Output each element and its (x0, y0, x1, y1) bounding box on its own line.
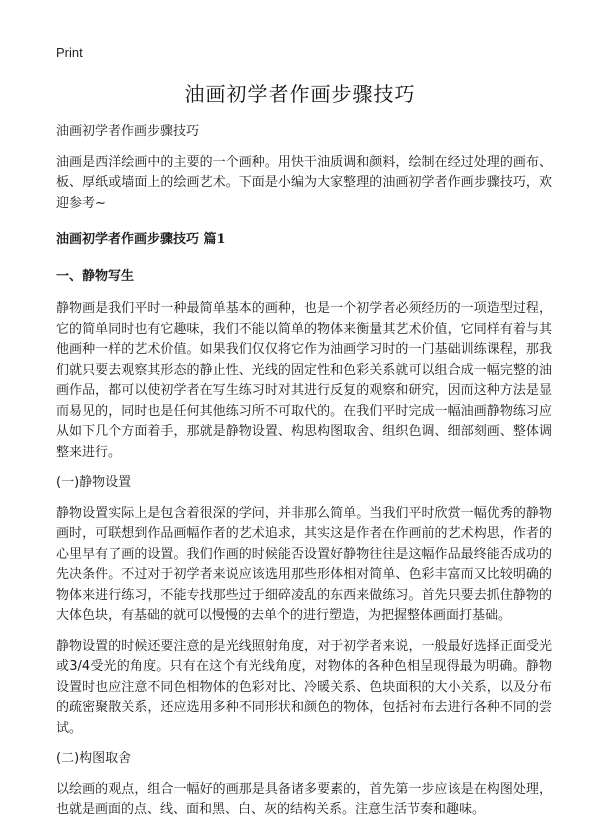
article-body (56, 122, 552, 831)
subsection-paragraph: 静物设置实际上是包含着很深的学问，并非那么简单。当我们平时欣赏一幅优秀的静物画时，可联想到作品画幅作者的艺术追求，其实这是作者在作画前的艺术构思，作者的心里早有了画的设置。我们作画的时候能否设置好静物往往是这幅作品最终能否成功的先决条件。不过对于初学者来说应该选用那些形体相对简单、色彩丰富而又比较明确的物体来进行练习，不能专找那些过于细碎凌乱的东西来做练习。首先只要去抓住静物的大体色块，有基础的就可以慢慢的去单个的进行塑造，为把握整体画面打基础。 (56, 505, 552, 623)
page-title: 油画初学者作画步骤技巧 (184, 82, 416, 106)
subtitle: 油画初学者作画步骤技巧 (56, 124, 200, 139)
article-heading: 油画初学者作画步骤技巧 篇1 (56, 232, 226, 247)
intro-paragraph: 油画是西洋绘画中的主要的一个画种。用快干油质调和颜料，绘制在经过处理的画布、板、厚纸或墙面上的绘画艺术。下面是小编为大家整理的油画初学者作画步骤技巧，欢迎参考~ (56, 154, 552, 211)
subsection-heading: (二)构图取舍 (56, 751, 132, 766)
subsection-paragraph: 以绘画的观点，组合一幅好的画那是具备诸多要素的，首先第一步应该是在构图处理，也就是画面的点、线、面和黑、白、灰的结构关系。注意生活节奏和趣味。 (56, 781, 552, 817)
subsection-paragraph: 静物设置的时候还要注意的是光线照射角度，对于初学者来说，一般最好选择正面受光或3/4受光的角度。只有在这个有光线角度，对物体的各种色相呈现得最为明确。静物设置时也应注意不同色相物体的色彩对比、冷暖关系、色块面积的大小关系，以及分布的疏密聚散关系，还应选用多种不同形状和颜色的物体，包括衬布去进行各种不同的尝试。 (56, 638, 552, 736)
print-link[interactable]: Print (56, 45, 83, 60)
section-heading: 一、静物写生 (56, 268, 135, 284)
subsection-heading: (一)静物设置 (56, 475, 132, 490)
section-paragraph: 静物画是我们平时一种最简单基本的画种，也是一个初学者必须经历的一项造型过程，它的简单同时也有它趣味，我们不能以简单的物体来衡量其艺术价值，它同样有着与其他画种一样的艺术价值。如果我们仅仅将它作为油画学习时的一门基础训练课程，那我们就只要去观察其形态的静止性、光线的固定性和色彩关系就可以组合成一幅完整的油画作品，都可以使初学者在写生练习时对其进行反复的观察和研究，因而这种方法是显而易见的，同时也是任何其他练习所不可取代的。在我们平时完成一幅油画静物练习应从如下几个方面着手，那就是静物设置、构思构图取舍、组织色调、细部刻画、整体调整来进行。 (56, 301, 552, 460)
